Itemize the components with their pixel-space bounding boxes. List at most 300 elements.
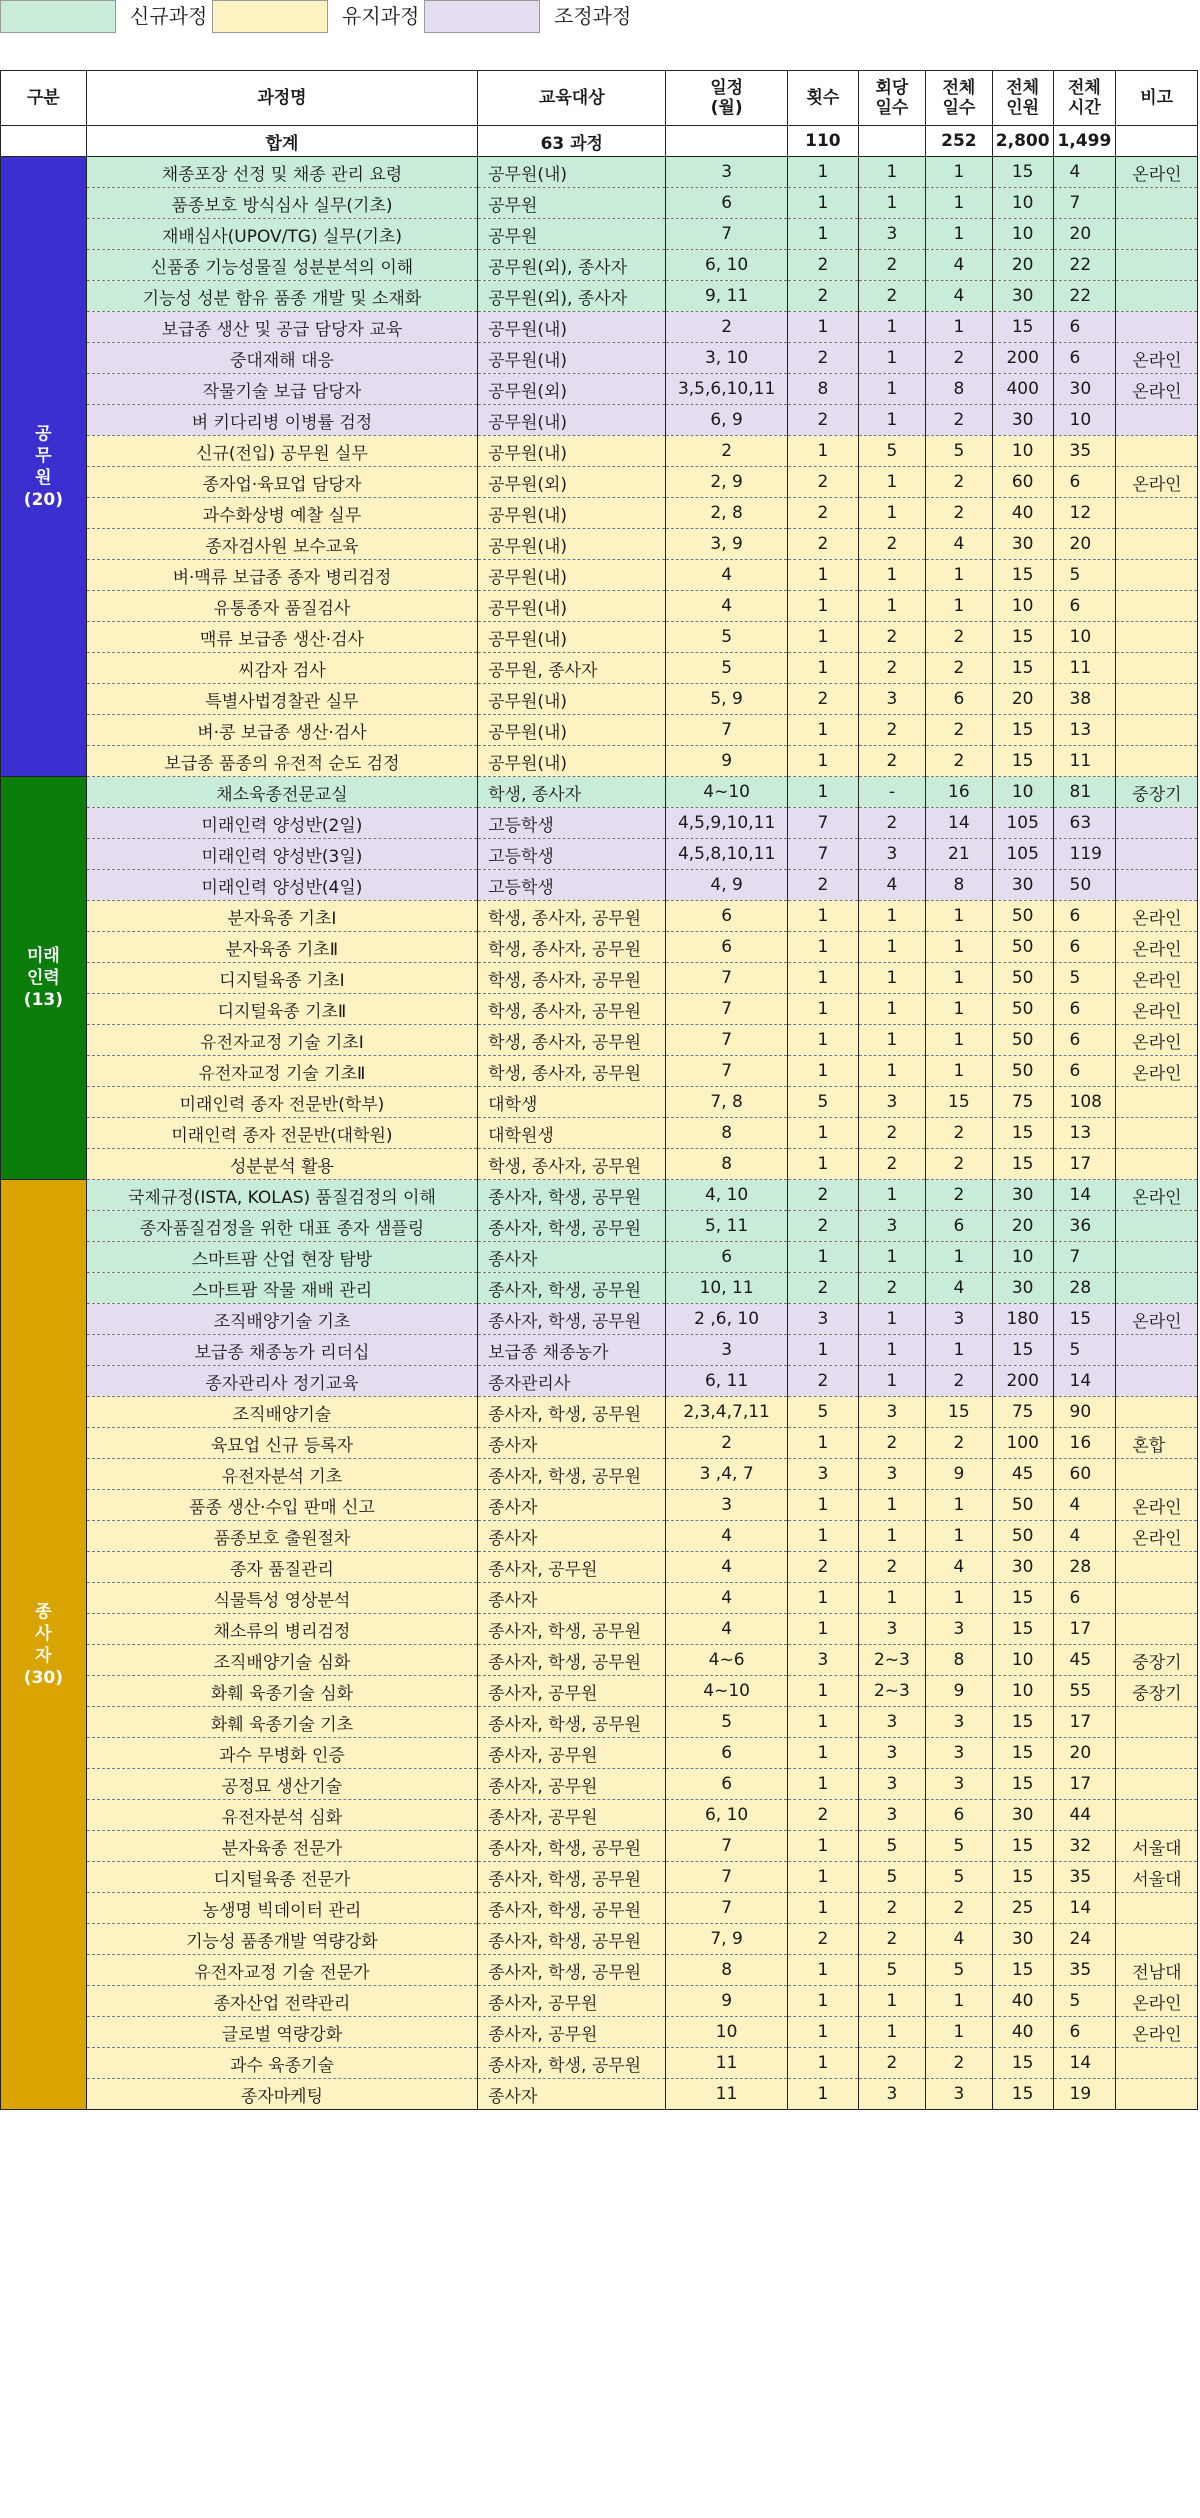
course-per-days: 4 [858, 870, 925, 901]
course-note: 중장기 [1116, 1676, 1198, 1707]
course-name: 유전자교정 기술 전문가 [86, 1955, 477, 1986]
course-people: 30 [992, 1180, 1053, 1211]
course-hours: 6 [1053, 901, 1116, 932]
course-times: 2 [787, 467, 858, 498]
course-people: 40 [992, 2017, 1053, 2048]
course-people: 15 [992, 157, 1053, 188]
course-note [1116, 1583, 1198, 1614]
course-target: 고등학생 [478, 839, 666, 870]
course-per-days: 3 [858, 839, 925, 870]
course-name: 육묘업 신규 등록자 [86, 1428, 477, 1459]
table-row [1, 219, 1198, 250]
course-name: 미래인력 양성반(3일) [86, 839, 477, 870]
course-name: 채소류의 병리검정 [86, 1614, 477, 1645]
table-row [1, 1242, 1198, 1273]
course-month: 6 [666, 1769, 787, 1800]
course-per-days: 3 [858, 1800, 925, 1831]
table-row [1, 1366, 1198, 1397]
course-total-days: 1 [925, 1335, 992, 1366]
course-note: 온라인 [1116, 932, 1198, 963]
course-per-days: 2 [858, 746, 925, 777]
course-month: 8 [666, 1118, 787, 1149]
course-target: 종사자 [478, 1583, 666, 1614]
header-cell: 일정 (월) [666, 71, 787, 126]
course-month: 10 [666, 2017, 787, 2048]
course-per-days: 3 [858, 2079, 925, 2110]
course-note: 온라인 [1116, 467, 1198, 498]
header-row [1, 71, 1198, 126]
header-cell: 전체 일수 [925, 71, 992, 126]
course-times: 3 [787, 1304, 858, 1335]
course-name: 종자마케팅 [86, 2079, 477, 2110]
course-target: 학생, 종사자, 공무원 [478, 963, 666, 994]
course-hours: 6 [1053, 994, 1116, 1025]
table-row [1, 188, 1198, 219]
course-per-days: 5 [858, 1955, 925, 1986]
course-total-days: 1 [925, 901, 992, 932]
course-name: 작물기술 보급 담당자 [86, 374, 477, 405]
course-target: 학생, 종사자, 공무원 [478, 901, 666, 932]
table-row [1, 1583, 1198, 1614]
course-name: 공정묘 생산기술 [86, 1769, 477, 1800]
course-people: 30 [992, 405, 1053, 436]
header-cell: 회당 일수 [858, 71, 925, 126]
course-total-days: 15 [925, 1087, 992, 1118]
course-people: 15 [992, 1769, 1053, 1800]
course-name: 종자품질검정을 위한 대표 종자 샘플링 [86, 1211, 477, 1242]
course-name: 조직배양기술 [86, 1397, 477, 1428]
course-people: 50 [992, 1490, 1053, 1521]
course-people: 30 [992, 1924, 1053, 1955]
course-per-days: 5 [858, 1862, 925, 1893]
course-hours: 6 [1053, 312, 1116, 343]
course-target: 종사자, 공무원 [478, 1676, 666, 1707]
course-times: 2 [787, 281, 858, 312]
course-name: 종자검사원 보수교육 [86, 529, 477, 560]
course-name: 품종보호 출원절차 [86, 1521, 477, 1552]
course-name: 기능성 성분 함유 품종 개발 및 소재화 [86, 281, 477, 312]
course-per-days: 1 [858, 1242, 925, 1273]
table-row [1, 1118, 1198, 1149]
course-per-days: 2 [858, 1149, 925, 1180]
course-per-days: 1 [858, 312, 925, 343]
course-people: 30 [992, 870, 1053, 901]
table-row [1, 777, 1198, 808]
course-hours: 90 [1053, 1397, 1116, 1428]
course-people: 30 [992, 281, 1053, 312]
course-note: 혼합 [1116, 1428, 1198, 1459]
course-note [1116, 1738, 1198, 1769]
total-people: 2,800 [992, 126, 1053, 157]
course-month: 3 [666, 1490, 787, 1521]
course-month: 4 [666, 591, 787, 622]
course-hours: 20 [1053, 529, 1116, 560]
course-times: 5 [787, 1087, 858, 1118]
legend-label: 유지과정 [342, 4, 420, 28]
course-total-days: 2 [925, 467, 992, 498]
course-note [1116, 1459, 1198, 1490]
course-name: 유통종자 품질검사 [86, 591, 477, 622]
course-per-days: 1 [858, 1986, 925, 2017]
table-row [1, 746, 1198, 777]
course-target: 공무원(내) [478, 715, 666, 746]
course-target: 공무원(외), 종사자 [478, 250, 666, 281]
course-per-days: 1 [858, 591, 925, 622]
course-target: 공무원 [478, 219, 666, 250]
course-times: 2 [787, 1273, 858, 1304]
course-hours: 32 [1053, 1831, 1116, 1862]
course-note [1116, 188, 1198, 219]
table-row [1, 1180, 1198, 1211]
course-note: 온라인 [1116, 963, 1198, 994]
table-row [1, 1087, 1198, 1118]
course-total-days: 8 [925, 870, 992, 901]
table-row [1, 560, 1198, 591]
course-target: 공무원(외), 종사자 [478, 281, 666, 312]
course-times: 1 [787, 2048, 858, 2079]
course-name: 품종 생산·수입 판매 신고 [86, 1490, 477, 1521]
course-people: 20 [992, 250, 1053, 281]
course-name: 디지털육종 기초Ⅰ [86, 963, 477, 994]
course-note [1116, 870, 1198, 901]
course-per-days: 1 [858, 932, 925, 963]
course-target: 종사자, 공무원 [478, 2017, 666, 2048]
course-name: 화훼 육종기술 기초 [86, 1707, 477, 1738]
course-total-days: 3 [925, 1614, 992, 1645]
course-people: 30 [992, 1800, 1053, 1831]
course-target: 종사자 [478, 1521, 666, 1552]
course-name: 중대재해 대응 [86, 343, 477, 374]
course-hours: 4 [1053, 1521, 1116, 1552]
course-note: 온라인 [1116, 1025, 1198, 1056]
course-target: 공무원(외) [478, 374, 666, 405]
course-per-days: 2 [858, 281, 925, 312]
course-people: 30 [992, 1552, 1053, 1583]
course-target: 공무원(내) [478, 498, 666, 529]
course-name: 맥류 보급종 생산·검사 [86, 622, 477, 653]
course-month: 4 [666, 560, 787, 591]
course-people: 50 [992, 932, 1053, 963]
table-row [1, 839, 1198, 870]
course-month: 7 [666, 219, 787, 250]
course-target: 공무원(내) [478, 746, 666, 777]
course-target: 대학생 [478, 1087, 666, 1118]
course-note: 온라인 [1116, 901, 1198, 932]
course-times: 1 [787, 1831, 858, 1862]
course-per-days: 3 [858, 1087, 925, 1118]
course-note [1116, 498, 1198, 529]
course-month: 11 [666, 2079, 787, 2110]
course-target: 공무원(내) [478, 560, 666, 591]
course-note [1116, 1552, 1198, 1583]
course-total-days: 1 [925, 188, 992, 219]
course-target: 종사자, 학생, 공무원 [478, 1211, 666, 1242]
course-month: 7 [666, 994, 787, 1025]
course-times: 1 [787, 715, 858, 746]
course-note: 온라인 [1116, 1304, 1198, 1335]
course-target: 종사자, 공무원 [478, 1552, 666, 1583]
course-note [1116, 312, 1198, 343]
course-note: 온라인 [1116, 1521, 1198, 1552]
course-people: 50 [992, 1025, 1053, 1056]
course-month: 7, 8 [666, 1087, 787, 1118]
course-target: 종사자, 학생, 공무원 [478, 1862, 666, 1893]
course-hours: 7 [1053, 188, 1116, 219]
course-note: 온라인 [1116, 1490, 1198, 1521]
course-people: 15 [992, 715, 1053, 746]
course-month: 11 [666, 2048, 787, 2079]
course-times: 1 [787, 653, 858, 684]
course-name: 유전자분석 기초 [86, 1459, 477, 1490]
course-hours: 16 [1053, 1428, 1116, 1459]
course-per-days: 1 [858, 1335, 925, 1366]
course-hours: 119 [1053, 839, 1116, 870]
course-month: 2, 8 [666, 498, 787, 529]
course-times: 2 [787, 405, 858, 436]
course-month: 3 ,4, 7 [666, 1459, 787, 1490]
course-times: 2 [787, 529, 858, 560]
course-target: 종사자, 공무원 [478, 1800, 666, 1831]
course-hours: 17 [1053, 1707, 1116, 1738]
course-times: 1 [787, 157, 858, 188]
course-target: 고등학생 [478, 808, 666, 839]
course-month: 5 [666, 1707, 787, 1738]
course-hours: 19 [1053, 2079, 1116, 2110]
table-row [1, 1614, 1198, 1645]
table-row [1, 1769, 1198, 1800]
course-note: 온라인 [1116, 1180, 1198, 1211]
header-cell: 전체 인원 [992, 71, 1053, 126]
header-cell: 비고 [1116, 71, 1198, 126]
course-month: 3 [666, 157, 787, 188]
table-row [1, 529, 1198, 560]
course-note [1116, 1769, 1198, 1800]
table-row [1, 715, 1198, 746]
header-cell: 횟수 [787, 71, 858, 126]
course-month: 2 ,6, 10 [666, 1304, 787, 1335]
course-note [1116, 1707, 1198, 1738]
course-target: 종사자, 공무원 [478, 1738, 666, 1769]
course-times: 2 [787, 1552, 858, 1583]
course-name: 종자업·육묘업 담당자 [86, 467, 477, 498]
course-note [1116, 281, 1198, 312]
course-target: 종사자, 학생, 공무원 [478, 1614, 666, 1645]
legend-swatch [424, 0, 540, 33]
course-per-days: 1 [858, 188, 925, 219]
course-per-days: - [858, 777, 925, 808]
legend-label: 조정과정 [554, 4, 632, 28]
course-per-days: 2 [858, 715, 925, 746]
course-target: 종사자, 학생, 공무원 [478, 1645, 666, 1676]
course-people: 10 [992, 219, 1053, 250]
course-times: 2 [787, 1924, 858, 1955]
course-name: 종자산업 전략관리 [86, 1986, 477, 2017]
course-per-days: 2 [858, 2048, 925, 2079]
course-per-days: 1 [858, 1025, 925, 1056]
course-people: 40 [992, 1986, 1053, 2017]
course-times: 1 [787, 777, 858, 808]
course-people: 25 [992, 1893, 1053, 1924]
course-total-days: 1 [925, 1583, 992, 1614]
course-people: 15 [992, 1149, 1053, 1180]
course-per-days: 3 [858, 1707, 925, 1738]
course-per-days: 2 [858, 1924, 925, 1955]
course-people: 10 [992, 591, 1053, 622]
course-month: 4 [666, 1521, 787, 1552]
table-row [1, 1862, 1198, 1893]
course-target: 공무원(내) [478, 529, 666, 560]
course-per-days: 1 [858, 560, 925, 591]
course-note [1116, 1924, 1198, 1955]
course-note [1116, 250, 1198, 281]
course-name: 종자관리사 정기교육 [86, 1366, 477, 1397]
table-row [1, 901, 1198, 932]
course-times: 2 [787, 684, 858, 715]
course-total-days: 5 [925, 1955, 992, 1986]
course-total-days: 2 [925, 1428, 992, 1459]
course-note [1116, 2079, 1198, 2110]
course-month: 6, 10 [666, 250, 787, 281]
table-row [1, 932, 1198, 963]
course-name: 스마트팜 산업 현장 탐방 [86, 1242, 477, 1273]
course-target: 종사자, 학생, 공무원 [478, 2048, 666, 2079]
course-hours: 6 [1053, 1025, 1116, 1056]
course-month: 4,5,8,10,11 [666, 839, 787, 870]
course-hours: 5 [1053, 1986, 1116, 2017]
course-name: 채종포장 선정 및 채종 관리 요령 [86, 157, 477, 188]
course-total-days: 4 [925, 281, 992, 312]
course-total-days: 1 [925, 157, 992, 188]
total-target: 63 과정 [478, 126, 666, 157]
course-note [1116, 1893, 1198, 1924]
course-per-days: 2~3 [858, 1676, 925, 1707]
total-row [1, 126, 1198, 157]
course-total-days: 6 [925, 1211, 992, 1242]
course-target: 공무원(내) [478, 436, 666, 467]
course-times: 1 [787, 1614, 858, 1645]
course-times: 1 [787, 963, 858, 994]
course-people: 30 [992, 529, 1053, 560]
course-note [1116, 591, 1198, 622]
course-people: 50 [992, 901, 1053, 932]
course-times: 2 [787, 1366, 858, 1397]
course-month: 7, 9 [666, 1924, 787, 1955]
course-hours: 35 [1053, 1862, 1116, 1893]
course-month: 2,3,4,7,11 [666, 1397, 787, 1428]
course-total-days: 1 [925, 1986, 992, 2017]
course-month: 6 [666, 901, 787, 932]
course-hours: 30 [1053, 374, 1116, 405]
course-per-days: 2 [858, 808, 925, 839]
course-times: 1 [787, 1583, 858, 1614]
course-name: 과수화상병 예찰 실무 [86, 498, 477, 529]
total-label: 합계 [86, 126, 477, 157]
course-month: 5 [666, 653, 787, 684]
course-per-days: 1 [858, 1180, 925, 1211]
course-people: 15 [992, 1738, 1053, 1769]
course-times: 1 [787, 1025, 858, 1056]
course-hours: 6 [1053, 343, 1116, 374]
course-name: 미래인력 양성반(4일) [86, 870, 477, 901]
course-times: 1 [787, 2017, 858, 2048]
course-people: 75 [992, 1397, 1053, 1428]
course-hours: 45 [1053, 1645, 1116, 1676]
course-per-days: 2 [858, 653, 925, 684]
course-total-days: 1 [925, 2017, 992, 2048]
course-note: 온라인 [1116, 1056, 1198, 1087]
table-row [1, 1645, 1198, 1676]
course-note [1116, 1149, 1198, 1180]
course-total-days: 16 [925, 777, 992, 808]
course-target: 종사자, 학생, 공무원 [478, 1924, 666, 1955]
table-row [1, 281, 1198, 312]
total-hours: 1,499 [1053, 126, 1116, 157]
table-row [1, 1397, 1198, 1428]
table-row [1, 1459, 1198, 1490]
course-hours: 11 [1053, 653, 1116, 684]
course-hours: 10 [1053, 405, 1116, 436]
course-name: 유전자분석 심화 [86, 1800, 477, 1831]
course-total-days: 2 [925, 1893, 992, 1924]
table-row [1, 1149, 1198, 1180]
course-target: 종자관리사 [478, 1366, 666, 1397]
course-hours: 28 [1053, 1273, 1116, 1304]
table-row [1, 405, 1198, 436]
course-name: 미래인력 종자 전문반(대학원) [86, 1118, 477, 1149]
course-people: 10 [992, 188, 1053, 219]
header-cell: 전체 시간 [1053, 71, 1116, 126]
course-note [1116, 1366, 1198, 1397]
course-name: 디지털육종 전문가 [86, 1862, 477, 1893]
course-times: 1 [787, 1986, 858, 2017]
course-note: 중장기 [1116, 777, 1198, 808]
table-row [1, 1552, 1198, 1583]
course-total-days: 2 [925, 715, 992, 746]
header-cell: 구분 [1, 71, 87, 126]
total-note [1116, 126, 1198, 157]
course-people: 10 [992, 777, 1053, 808]
course-total-days: 3 [925, 1738, 992, 1769]
course-note [1116, 405, 1198, 436]
course-total-days: 2 [925, 343, 992, 374]
course-note: 서울대 [1116, 1862, 1198, 1893]
course-note [1116, 653, 1198, 684]
course-people: 200 [992, 343, 1053, 374]
course-name: 국제규정(ISTA, KOLAS) 품질검정의 이해 [86, 1180, 477, 1211]
course-name: 조직배양기술 심화 [86, 1645, 477, 1676]
course-total-days: 1 [925, 591, 992, 622]
course-total-days: 5 [925, 1862, 992, 1893]
course-note [1116, 1800, 1198, 1831]
total-cat [1, 126, 87, 157]
course-times: 2 [787, 1180, 858, 1211]
course-hours: 6 [1053, 2017, 1116, 2048]
course-per-days: 1 [858, 901, 925, 932]
course-hours: 13 [1053, 715, 1116, 746]
course-hours: 17 [1053, 1149, 1116, 1180]
course-hours: 14 [1053, 1366, 1116, 1397]
course-times: 1 [787, 1862, 858, 1893]
table-row [1, 2048, 1198, 2079]
course-target: 종사자, 학생, 공무원 [478, 1304, 666, 1335]
course-target: 학생, 종사자, 공무원 [478, 1149, 666, 1180]
course-month: 7 [666, 715, 787, 746]
course-people: 15 [992, 1831, 1053, 1862]
course-name: 분자육종 기초Ⅱ [86, 932, 477, 963]
course-note [1116, 746, 1198, 777]
course-target: 학생, 종사자, 공무원 [478, 1025, 666, 1056]
table-row [1, 1273, 1198, 1304]
